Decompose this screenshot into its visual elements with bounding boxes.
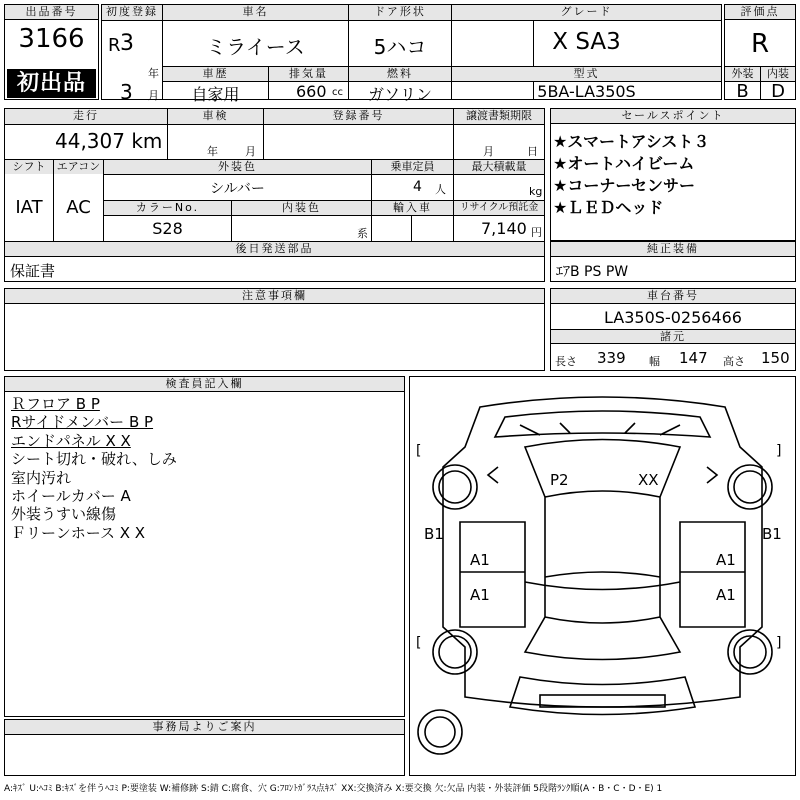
capacity-label: 乗車定員 [372, 160, 453, 174]
score-label: 評価点 [725, 5, 795, 20]
displacement-label: 排気量 [269, 67, 348, 81]
dims-label: 諸元 [551, 330, 795, 344]
sales-label: セールスポイント [551, 109, 795, 124]
exterior-label: 外装 [725, 67, 760, 81]
year-unit: 年 [148, 67, 159, 80]
transfer-month-unit: 月 [483, 145, 494, 158]
exterior-grade: B [736, 81, 749, 102]
equipment-box [550, 241, 796, 282]
door-label: ドア形状 [349, 5, 451, 20]
height: 150 [761, 349, 790, 367]
history-label: 車歴 [163, 67, 268, 81]
damage-mark-b1-right: B1 [762, 525, 782, 543]
damage-mark-a1: A1 [716, 586, 736, 604]
equipment-label: 純正装備 [551, 242, 795, 257]
sales-point: ★ＬＥＤヘッド [553, 198, 664, 217]
legend: A:ｷｽﾞ U:ﾍｺﾐ B:ｷｽﾞを伴うﾍｺﾐ P:要塗装 W:補修跡 S:錆 C:腐食、穴 G:ﾌﾛﾝﾄｶﾞﾗｽ点ｷｽﾞ XX:交換済み X:要交換 欠:欠品 内装・外装評価 5段階ﾗﾝｸ順(A・B・C・D・E) 1 [4, 784, 663, 794]
sales-point: ★コーナーセンサー [553, 176, 696, 195]
notes-box [4, 288, 545, 371]
inspector-label: 検査員記入欄 [5, 377, 404, 392]
door-type: 5ハコ [373, 35, 427, 59]
capacity-unit: 人 [435, 183, 446, 196]
lot-number: 3166 [18, 24, 85, 54]
bracket-left-top: [ [416, 443, 422, 459]
damage-mark-a1: A1 [470, 551, 490, 569]
inspection-label: 車検 [168, 109, 263, 124]
later-parts: 保証書 [10, 262, 56, 280]
equipment-value: ｴｱB PS PW [556, 264, 629, 280]
sales-point: ★オートハイビーム [553, 154, 695, 173]
sales-point: ★スマートアシスト３ [553, 132, 710, 151]
damage-mark-b1-left: B1 [424, 525, 444, 543]
color-no: S28 [152, 219, 183, 238]
length: 339 [597, 349, 626, 367]
score: R [750, 29, 770, 59]
remark-line: Rサイドメンバー B P [11, 413, 154, 432]
displacement: 660 [296, 82, 327, 101]
model-label: 型式 [452, 67, 721, 81]
shift: IAT [15, 197, 43, 218]
inspection-year-unit: 年 [207, 145, 218, 158]
chassis-label: 車台番号 [551, 289, 795, 304]
year-num: 3 [120, 31, 134, 56]
damage-mark-a1: A1 [716, 551, 736, 569]
inspector-remarks [11, 395, 177, 542]
model: 5BA-LA350S [537, 82, 636, 101]
reg-no-label: 登録番号 [264, 109, 453, 124]
int-color-unit: 系 [357, 227, 368, 240]
mileage-label: 走行 [5, 109, 167, 124]
bracket-left-bottom: [ [416, 635, 422, 651]
office-label: 事務局よりご案内 [5, 720, 404, 735]
mileage: 44,307 km [55, 129, 163, 153]
capacity: 4 [413, 179, 422, 195]
recycle-unit: 円 [531, 226, 542, 239]
era: R [108, 35, 121, 56]
bracket-right-top: ] [776, 443, 782, 459]
car-name: ミライース [206, 35, 305, 59]
interior-label: 内装 [761, 67, 795, 81]
remark-line: Ｒフロア B P [11, 395, 100, 413]
width-label: 幅 [649, 355, 660, 368]
remark-line: ホイールカバー A [11, 487, 131, 506]
inspection-month-unit: 月 [245, 145, 256, 158]
month-num: 3 [120, 80, 133, 104]
int-color-label: 内装色 [232, 201, 371, 215]
car-name-label: 車名 [163, 5, 348, 20]
shift-label: シフト [5, 160, 53, 174]
remark-line: Ｆリーンホース X X [11, 523, 146, 542]
ext-color: シルバー [210, 181, 265, 197]
displacement-unit: cc [332, 87, 343, 98]
ac: AC [66, 197, 91, 218]
month-unit: 月 [148, 89, 159, 102]
length-label: 長さ [555, 355, 577, 368]
first-reg-label: 初度登録 [102, 5, 162, 20]
bracket-right-bottom: ] [776, 635, 782, 651]
color-no-label: カラーNo. [104, 201, 231, 215]
height-label: 高さ [723, 355, 745, 368]
score-box [724, 4, 796, 100]
vehicle-details-box [4, 108, 545, 282]
transfer-label: 譲渡書類期限 [454, 109, 544, 124]
load-unit: kg [529, 185, 543, 198]
car-diagram [410, 377, 795, 775]
grade-label: グレード [452, 5, 721, 20]
remark-line: エンドパネル X X [11, 431, 131, 450]
ac-label: エアコン [54, 160, 103, 174]
interior-grade: D [771, 81, 785, 102]
fuel: ガソリン [367, 85, 432, 104]
recycle-label: リサイクル預託金 [454, 201, 544, 215]
notes-label: 注意事項欄 [5, 289, 544, 304]
damage-mark-p2: P2 [550, 471, 569, 489]
inspector-box [4, 376, 405, 717]
later-parts-label: 後日発送部品 [5, 242, 544, 256]
car-diagram-box [409, 376, 796, 776]
damage-mark-xx: XX [638, 471, 659, 489]
load-label: 最大積載量 [454, 160, 544, 174]
ext-color-label: 外装色 [104, 160, 371, 174]
grade: X SA3 [552, 29, 621, 55]
width: 147 [679, 349, 708, 367]
history: 自家用 [191, 85, 240, 104]
chassis-number: LA350S-0256466 [604, 308, 742, 327]
first-listing-badge: 初出品 [7, 69, 96, 98]
damage-mark-a1: A1 [470, 586, 490, 604]
lot-label: 出品番号 [5, 5, 98, 20]
spec-box [101, 4, 722, 104]
chassis-box [550, 288, 796, 371]
transfer-day-unit: 日 [527, 145, 538, 158]
fuel-label: 燃料 [349, 67, 451, 81]
remark-line: 室内汚れ [11, 468, 72, 487]
remark-line: 外装うすい線傷 [11, 505, 117, 524]
remark-line: シート切れ・破れ、しみ [11, 450, 177, 469]
office-box [4, 719, 405, 776]
recycle: 7,140 [481, 219, 527, 238]
lot-box [4, 4, 99, 100]
import-label: 輸入車 [372, 201, 453, 215]
sales-points-box [550, 108, 796, 241]
